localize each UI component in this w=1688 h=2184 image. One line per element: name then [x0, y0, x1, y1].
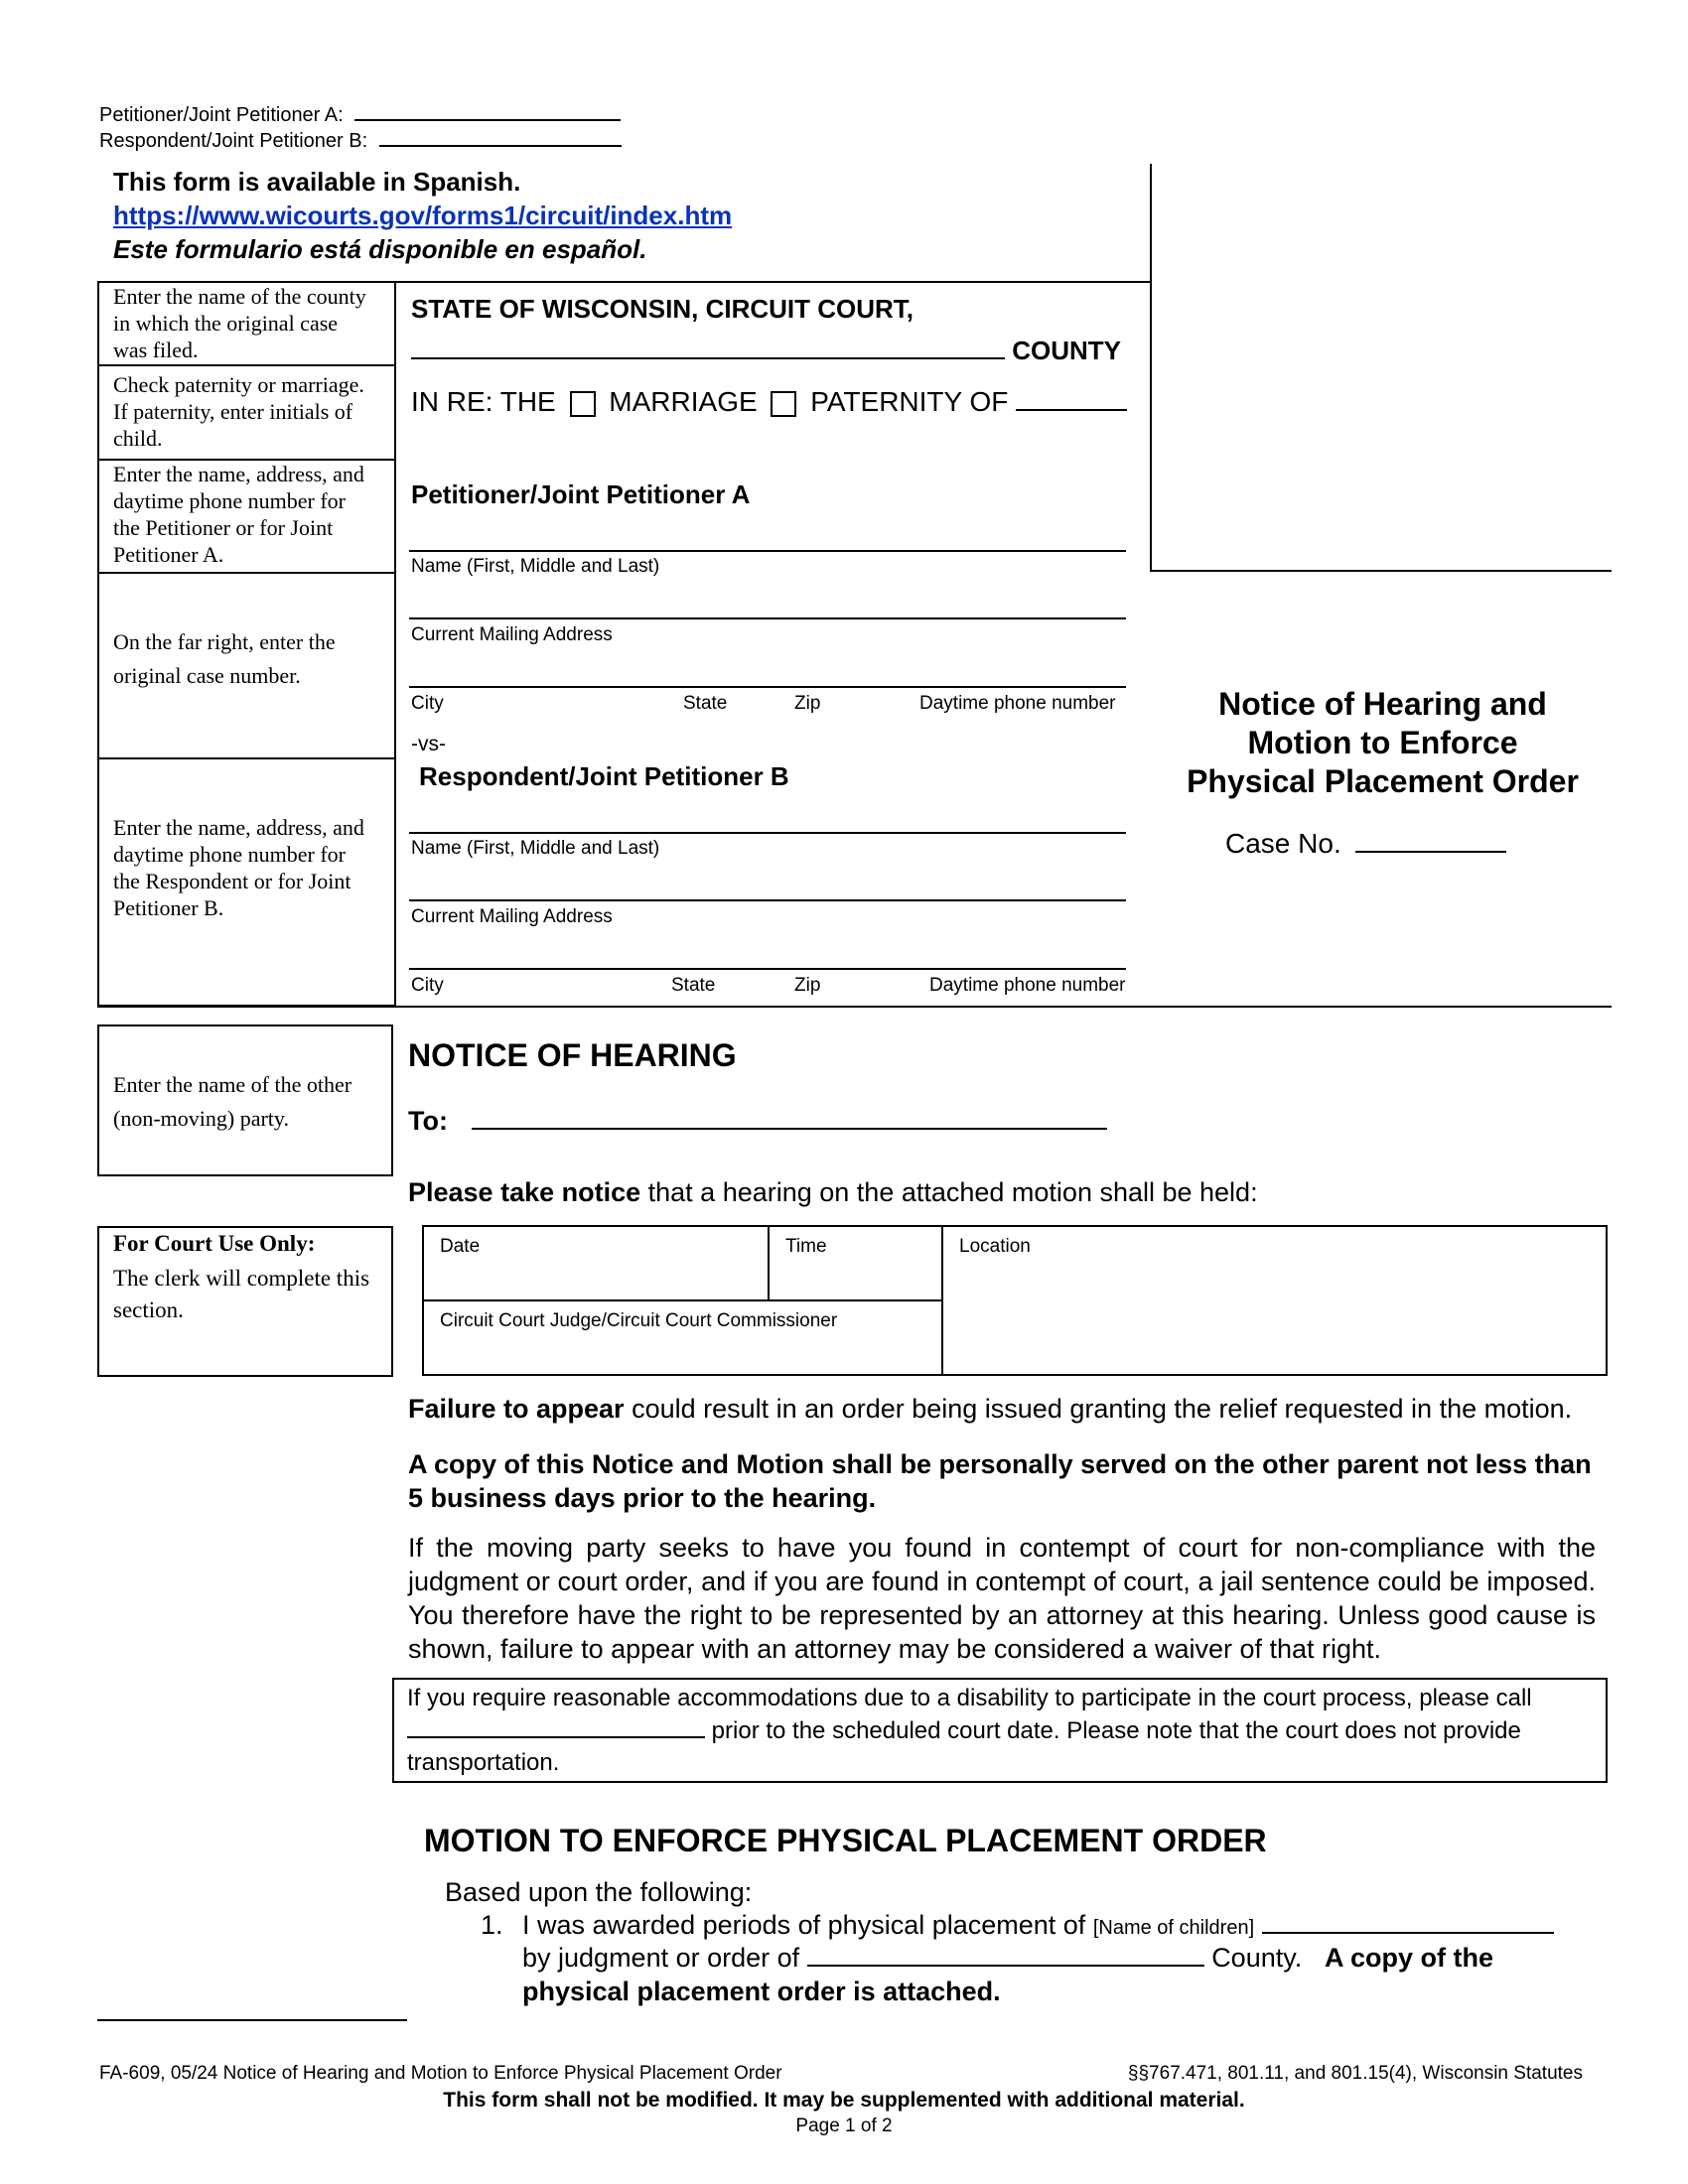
petitioner-zip-label: Zip: [794, 693, 821, 714]
petitioner-header-label: Petitioner/Joint Petitioner A:: [99, 104, 344, 126]
children-hint: [Name of children]: [1092, 1917, 1255, 1939]
accommodation-line: If you require reasonable accommodations due to a disability to participate in the court process, please call: [407, 1685, 1532, 1711]
date-label: Date: [440, 1236, 481, 1257]
instruction-case-number: On the far right, enter the original case number.: [113, 629, 336, 688]
respondent-address-field[interactable]: [409, 899, 1126, 901]
children-field[interactable]: [1262, 1910, 1554, 1934]
petitioner-address-label: Current Mailing Address: [411, 624, 613, 645]
take-notice-text: that a hearing on the attached motion shall be held:: [640, 1177, 1258, 1207]
respondent-heading: Respondent/Joint Petitioner B: [419, 761, 789, 791]
spanish-line-es: Este formulario está disponible en español.: [113, 234, 647, 264]
accommodation-line: transportation.: [407, 1749, 560, 1776]
footnote-separator: [97, 2019, 407, 2021]
caption-top-border: [394, 281, 1152, 283]
title-line: Physical Placement Order: [1187, 763, 1579, 799]
petitioner-city-label: City: [411, 693, 444, 714]
title-line: Motion to Enforce: [1247, 725, 1518, 760]
county-label: COUNTY: [1012, 336, 1122, 365]
respondent-city-label: City: [411, 975, 444, 996]
title-line: Notice of Hearing and: [1218, 686, 1547, 722]
item-text: by judgment or order of: [522, 1943, 800, 1973]
forms-link[interactable]: https://www.wicourts.gov/forms1/circuit/index.htm: [113, 201, 733, 230]
versus-label: -vs-: [411, 733, 446, 755]
instruction-divider: [97, 757, 395, 759]
caption-right-border: [1150, 164, 1152, 283]
based-upon: Based upon the following:: [445, 1877, 753, 1907]
time-label: Time: [785, 1236, 827, 1257]
respondent-header-label: Respondent/Joint Petitioner B:: [99, 130, 368, 152]
accommodation-text: [407, 1683, 1599, 1779]
failure-text: could result in an order being issued granting the relief requested in the motion.: [624, 1394, 1573, 1424]
failure-bold: Failure to appear: [408, 1394, 625, 1424]
instruction-county: Enter the name of the county in which the original case was filed.: [113, 284, 366, 362]
failure-notice: [408, 1392, 1572, 1426]
instruction-paternity: Check paternity or marriage. If paternity, enter initials of child.: [113, 372, 364, 451]
county-field[interactable]: [411, 332, 1005, 359]
respondent-phone-label: Daytime phone number: [929, 975, 1126, 996]
marriage-label: MARRIAGE: [609, 386, 758, 417]
accommodation-phone-field[interactable]: [407, 1714, 705, 1738]
paternity-initials-field[interactable]: [1016, 385, 1127, 411]
notice-heading: NOTICE OF HEARING: [408, 1037, 737, 1073]
case-number: [1225, 828, 1506, 860]
case-number-field[interactable]: [1355, 829, 1506, 853]
county-word: County.: [1211, 1943, 1303, 1973]
statutes: §§767.471, 801.11, and 801.15(4), Wisconsin Statutes: [1127, 2063, 1583, 2084]
petitioner-city-field[interactable]: [409, 686, 1126, 688]
instruction-divider: [97, 572, 395, 574]
contempt-notice: If the moving party seeks to have you found in contempt of court for non-compliance with the judgment or court order, and if you are found in contempt of court, a jail sentence could be imposed. You therefore have the right to be represented by an attorney at this hearing. Unless good cause is shown, failure to appear with an attorney may be considered a waiver of that right.: [408, 1533, 1596, 1664]
petitioner-header-field[interactable]: [354, 97, 621, 121]
respondent-city-field[interactable]: [409, 968, 1126, 970]
to-line: [408, 1106, 1107, 1137]
respondent-address-label: Current Mailing Address: [411, 906, 613, 927]
court-title: STATE OF WISCONSIN, CIRCUIT COURT,: [411, 294, 914, 324]
caption-right-border-2: [1150, 281, 1152, 572]
case-number-label: Case No.: [1225, 828, 1341, 859]
judge-label: Circuit Court Judge/Circuit Court Commissioner: [440, 1310, 838, 1331]
item-number: 1.: [481, 1910, 503, 1940]
accommodation-line: prior to the scheduled court date. Please note that the court does not provide: [705, 1717, 1521, 1744]
spanish-line: This form is available in Spanish.: [113, 167, 521, 197]
copy-notice: A copy of this Notice and Motion shall be personally served on the other parent not less than 5 business days prior to the hearing.: [408, 1449, 1592, 1513]
in-re-label: IN RE: THE: [411, 386, 556, 417]
location-label: Location: [959, 1236, 1031, 1257]
respondent-name-field[interactable]: [409, 832, 1126, 834]
to-field[interactable]: [472, 1106, 1107, 1130]
petitioner-name-label: Name (First, Middle and Last): [411, 556, 660, 577]
instruction-petitioner: Enter the name, address, and daytime phone number for the Petitioner or for Joint Petitioner A.: [113, 462, 364, 567]
page-number: Page 1 of 2: [795, 2116, 893, 2136]
respondent-header: [99, 123, 622, 153]
respondent-zip-label: Zip: [794, 975, 821, 996]
table-column-divider: [768, 1225, 770, 1300]
petitioner-address-field[interactable]: [409, 617, 1126, 619]
take-notice-bold: Please take notice: [408, 1177, 641, 1207]
petitioner-phone-label: Daytime phone number: [919, 693, 1116, 714]
paternity-label: PATERNITY OF: [810, 386, 1009, 417]
in-re-line: [411, 385, 1127, 418]
attached-note: A copy of the physical placement order is attached.: [522, 1943, 1494, 2006]
petitioner-name-field[interactable]: [409, 550, 1126, 552]
respondent-name-label: Name (First, Middle and Last): [411, 838, 660, 859]
motion-heading: MOTION TO ENFORCE PHYSICAL PLACEMENT ORDER: [424, 1823, 1267, 1858]
form-title: [1152, 685, 1614, 801]
paternity-checkbox[interactable]: [771, 391, 796, 417]
modification-warning: This form shall not be modified. It may be supplemented with additional material.: [443, 2089, 1245, 2112]
marriage-checkbox[interactable]: [570, 391, 596, 417]
spanish-notice: [113, 165, 732, 266]
form-id: FA-609, 05/24 Notice of Hearing and Motion to Enforce Physical Placement Order: [99, 2063, 782, 2084]
instruction-other-party: Enter the name of the other (non-moving) party.: [113, 1072, 352, 1131]
item-line-1: [522, 1908, 1554, 1945]
item-text: I was awarded periods of physical placement of: [522, 1910, 1086, 1940]
county-line: [411, 332, 1121, 366]
instruction-respondent: Enter the name, address, and daytime phone number for the Respondent or for Joint Petitioner B.: [113, 815, 364, 920]
instruction-divider: [97, 364, 395, 366]
take-notice: [408, 1175, 1258, 1209]
caption-bottom-right-border: [1150, 570, 1612, 572]
respondent-state-label: State: [671, 975, 716, 996]
court-use-title: For Court Use Only:: [113, 1231, 316, 1256]
court-use-body: The clerk will complete this section.: [113, 1266, 370, 1322]
respondent-header-field[interactable]: [379, 123, 622, 147]
petitioner-heading: Petitioner/Joint Petitioner A: [411, 479, 751, 509]
table-row-divider: [422, 1299, 942, 1301]
petitioner-state-label: State: [683, 693, 728, 714]
to-label: To:: [408, 1106, 448, 1136]
